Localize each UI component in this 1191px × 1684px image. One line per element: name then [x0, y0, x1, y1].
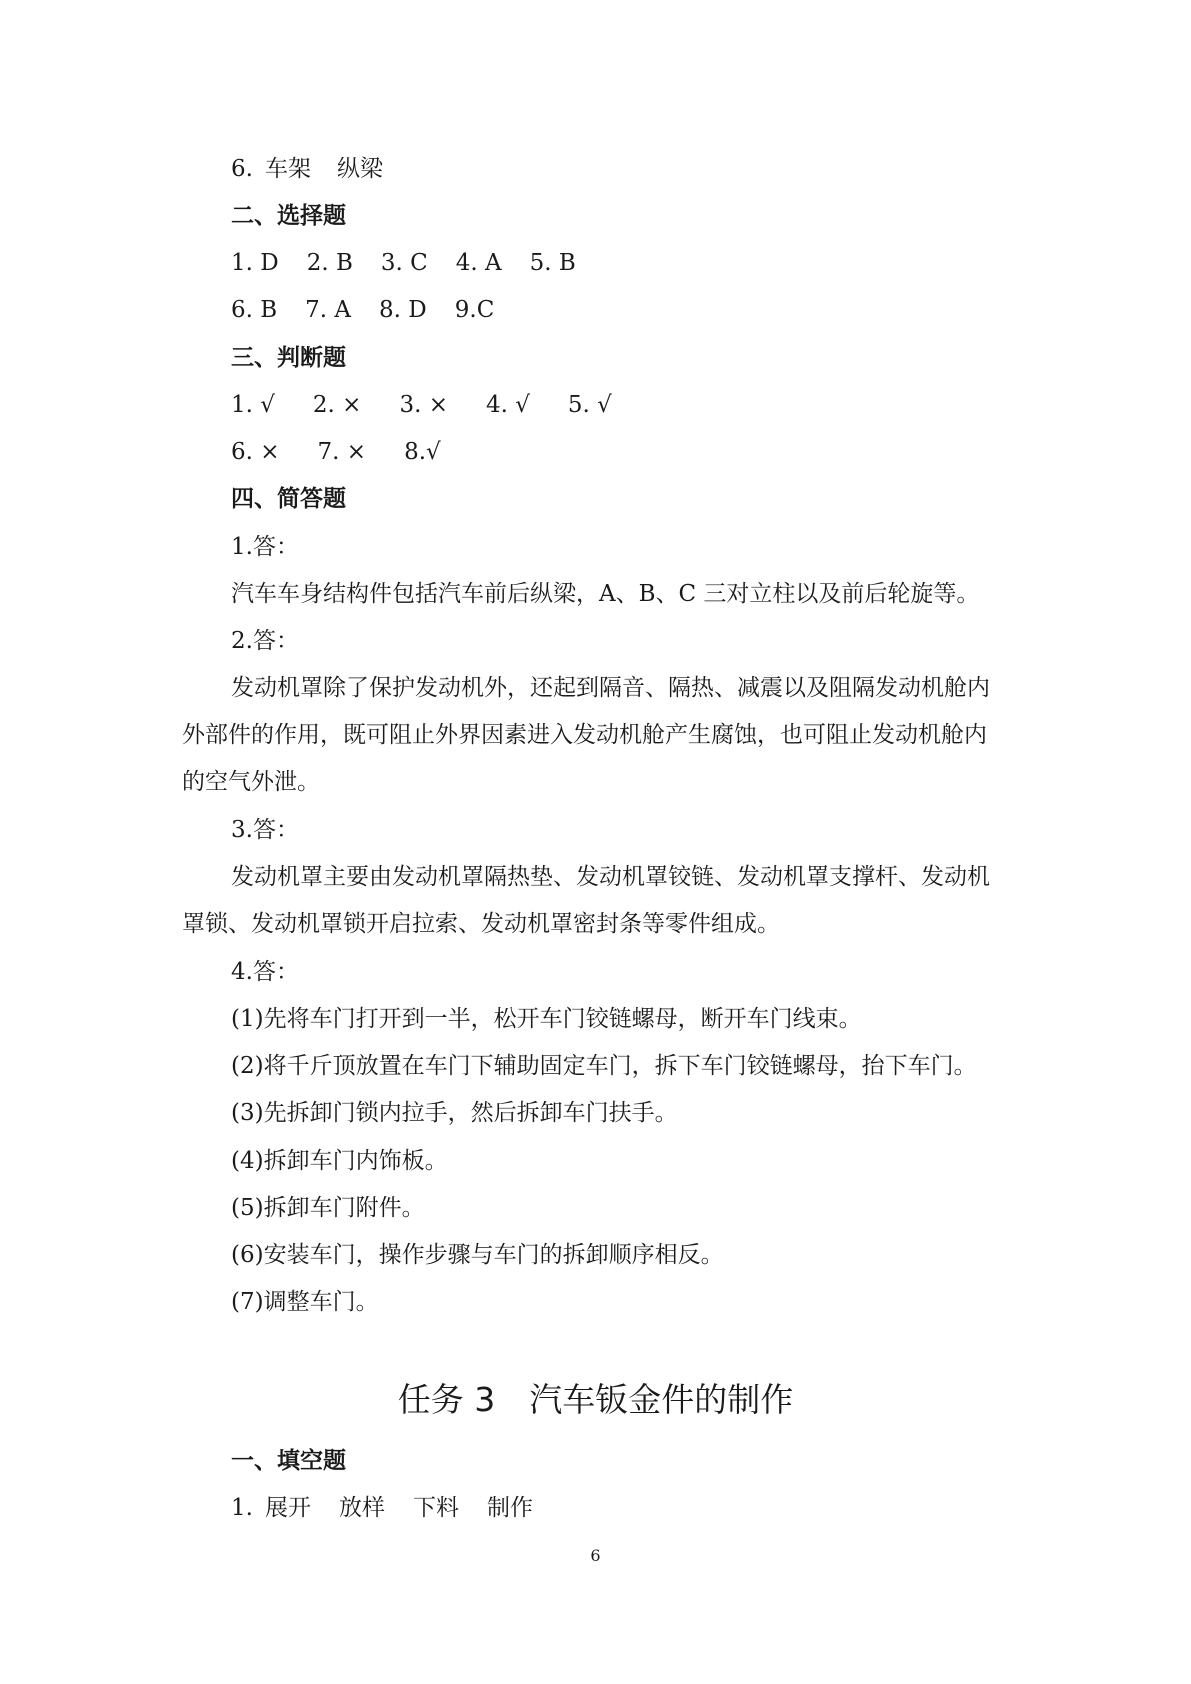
answer-word: 展开	[264, 1495, 311, 1521]
judge-answers-row-2	[231, 437, 441, 467]
section-heading-choice: 二、选择题	[231, 203, 346, 229]
answer-number: 6.	[231, 156, 253, 182]
task-title	[0, 1380, 1191, 1420]
section-heading-judge: 三、判断题	[231, 345, 346, 371]
q4-step: (5)拆卸车门附件。	[231, 1195, 425, 1221]
q2-answer-line: 发动机罩除了保护发动机外，还起到隔音、隔热、减震以及阻隔发动机舱内	[231, 675, 990, 701]
task-name: 汽车钣金件的制作	[529, 1380, 794, 1419]
q3-label: 3.答：	[231, 817, 299, 843]
judge-answer: 1. √	[231, 392, 275, 418]
q4-step: (7)调整车门。	[231, 1289, 379, 1315]
answer-word: 放样	[338, 1495, 385, 1521]
choice-answer: 4. A	[455, 250, 502, 276]
q4-step: (3)先拆卸门锁内拉手，然后拆卸车门扶手。	[231, 1100, 678, 1126]
fill-answer-6	[231, 154, 383, 184]
task-number: 任务 3	[397, 1380, 496, 1419]
q4-label: 4.答：	[231, 959, 299, 985]
q4-step: (4)拆卸车门内饰板。	[231, 1148, 448, 1174]
choice-answer: 9.C	[454, 297, 495, 323]
q1-answer: 汽车车身结构件包括汽车前后纵梁，A、B、C 三对立柱以及前后轮旋等。	[231, 581, 980, 607]
answer-word: 纵梁	[336, 156, 383, 182]
choice-answers-row-2	[231, 295, 494, 325]
judge-answer: 3. ×	[399, 392, 448, 418]
judge-answer: 8.√	[404, 439, 441, 465]
answer-word: 制作	[486, 1495, 533, 1521]
choice-answers-row-1	[231, 248, 576, 278]
q4-step: (6)安装车门，操作步骤与车门的拆卸顺序相反。	[231, 1242, 724, 1268]
judge-answer: 4. √	[485, 392, 530, 418]
q4-step: (1)先将车门打开到一半，松开车门铰链螺母，断开车门线束。	[231, 1006, 862, 1032]
judge-answers-row-1	[231, 390, 612, 420]
page-number: 6	[590, 1546, 601, 1565]
q1-label: 1.答：	[231, 534, 299, 560]
choice-answer: 8. D	[379, 297, 427, 323]
judge-answer: 7. ×	[317, 439, 367, 465]
judge-answer: 5. √	[567, 392, 612, 418]
q3-answer-line: 发动机罩主要由发动机罩隔热垫、发动机罩铰链、发动机罩支撑杆、发动机	[231, 864, 990, 890]
q2-label: 2.答：	[231, 628, 299, 654]
answer-number: 1.	[231, 1495, 253, 1521]
section-heading-fill-blank: 一、填空题	[231, 1448, 346, 1474]
q2-answer-line: 外部件的作用，既可阻止外界因素进入发动机舱产生腐蚀，也可阻止发动机舱内	[182, 722, 987, 748]
choice-answer: 5. B	[529, 250, 576, 276]
answer-word: 下料	[412, 1495, 459, 1521]
choice-answer: 3. C	[380, 250, 428, 276]
section-heading-short-answer: 四、简答题	[231, 486, 346, 512]
q3-answer-line: 罩锁、发动机罩锁开启拉索、发动机罩密封条等零件组成。	[182, 911, 780, 937]
q4-step: (2)将千斤顶放置在车门下辅助固定车门，拆下车门铰链螺母，抬下车门。	[231, 1053, 977, 1079]
choice-answer: 2. B	[306, 250, 353, 276]
answer-word: 车架	[264, 156, 311, 182]
choice-answer: 7. A	[305, 297, 352, 323]
judge-answer: 2. ×	[312, 392, 362, 418]
judge-answer: 6. ×	[231, 439, 280, 465]
fill-answer-1	[231, 1493, 533, 1523]
q2-answer-line: 的空气外泄。	[182, 769, 320, 795]
choice-answer: 6. B	[231, 297, 278, 323]
choice-answer: 1. D	[231, 250, 279, 276]
